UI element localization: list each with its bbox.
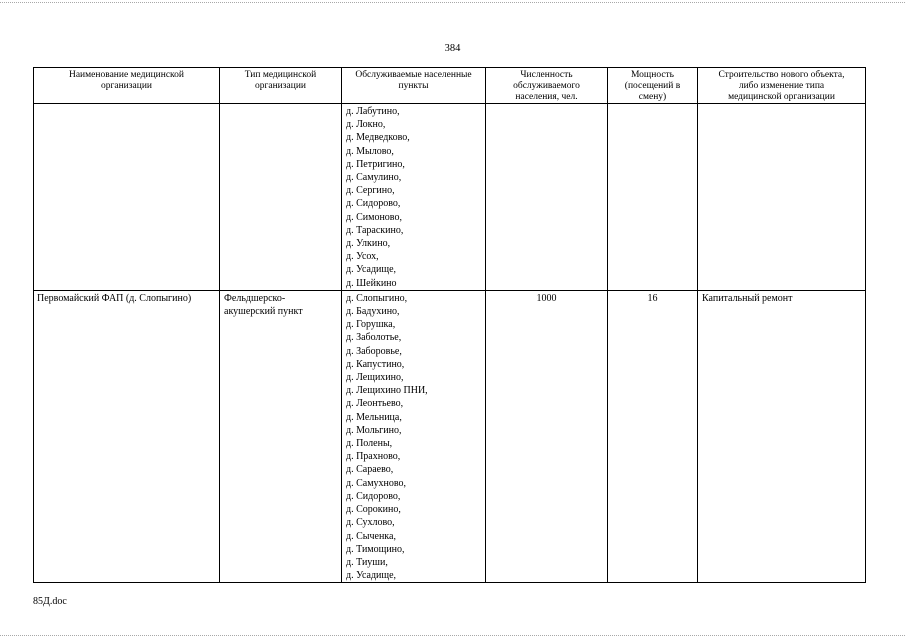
cell-organization-type (220, 290, 342, 582)
cell-organization-name (34, 290, 220, 582)
settlement-item: д. Сыченка, (346, 530, 396, 542)
header-line: населения, чел. (515, 92, 578, 102)
cell-capacity (608, 104, 698, 291)
settlement-item: д. Лабутино, (346, 106, 400, 117)
table-header-row (34, 68, 866, 104)
header-line: организации (100, 81, 152, 91)
cell-construction (698, 290, 866, 582)
header-line: либо изменение типа (738, 81, 825, 91)
header-capacity (608, 68, 698, 104)
population-value: 1000 (536, 292, 557, 304)
settlement-item: д. Петригино, (346, 158, 405, 170)
settlement-item: д. Сорокино, (346, 504, 401, 516)
cell-organization-name (34, 104, 220, 291)
settlement-item: д. Самухново, (346, 477, 407, 489)
header-line: Строительство нового объекта, (718, 70, 845, 80)
settlement-list (346, 292, 481, 582)
settlement-item: д. Улкино, (346, 238, 391, 250)
scan-edge-top (0, 2, 905, 3)
page-number: 384 (444, 43, 461, 54)
settlement-item: д. Мельница, (346, 411, 402, 423)
settlement-item: д. Полены, (346, 438, 393, 450)
header-line: (посещений в (624, 81, 681, 91)
organization-name: Первомайский ФАП (д. Слопыгино) (37, 292, 192, 304)
header-line: Мощность (630, 70, 675, 80)
settlement-item: д. Мылово, (346, 145, 394, 157)
settlement-item: д. Слопыгино, (346, 292, 408, 304)
organization-type: Фельдшерско-акушерский пункт (224, 292, 303, 318)
header-organization-name (34, 68, 220, 104)
settlement-item: д. Заболотье, (346, 332, 402, 344)
header-construction (698, 68, 866, 104)
settlement-item: д. Горушка, (346, 319, 396, 331)
settlement-item: д. Лещихино, (346, 372, 404, 384)
header-line: Тип медицинской (244, 70, 317, 80)
cell-construction (698, 104, 866, 291)
header-settlements (342, 68, 486, 104)
cell-capacity (608, 290, 698, 582)
table-row (34, 290, 866, 582)
header-population (486, 68, 608, 104)
header-line: Обслуживаемые населенные (355, 70, 472, 80)
construction-value: Капитальный ремонт (702, 292, 793, 304)
cell-population (486, 104, 608, 291)
settlement-item: д. Усадище, (346, 570, 397, 582)
settlement-item: д. Симоново, (346, 211, 402, 223)
scan-edge-bottom (0, 635, 905, 636)
settlement-item: д. Самулино, (346, 172, 402, 184)
header-organization-type (220, 68, 342, 104)
settlement-item: д. Лещихино ПНИ, (346, 385, 428, 397)
settlement-item: д. Сергино, (346, 185, 395, 197)
cell-settlements (342, 104, 486, 291)
header-line: организации (254, 81, 306, 91)
settlement-item: д. Капустино, (346, 358, 405, 370)
settlement-item: д. Локно, (346, 119, 386, 131)
settlement-list (346, 105, 481, 290)
settlement-item: д. Сидорово, (346, 490, 401, 502)
cell-population (486, 290, 608, 582)
cell-organization-type (220, 104, 342, 291)
settlement-item: д. Усадище, (346, 264, 397, 276)
header-line: пункты (398, 81, 429, 91)
settlement-item: д. Бадухино, (346, 306, 400, 318)
table-row (34, 104, 866, 291)
header-line: Численность (520, 70, 573, 80)
settlement-item: д. Медведково, (346, 132, 410, 144)
capacity-value: 16 (647, 292, 658, 304)
settlement-item: д. Сухлово, (346, 517, 395, 529)
document-filename: 85Д.doc (33, 596, 67, 607)
header-line: обслуживаемого (513, 81, 580, 91)
settlement-item: д. Усох, (346, 251, 379, 263)
settlement-item: д. Сидорово, (346, 198, 401, 210)
settlement-item: д. Мольгино, (346, 424, 402, 436)
settlement-item: д. Сараево, (346, 464, 394, 476)
settlement-item: д. Тараскино, (346, 224, 404, 236)
header-line: Наименование медицинской (68, 70, 185, 80)
settlement-item: д. Заборовье, (346, 345, 402, 357)
settlement-item: д. Шейкино (346, 277, 397, 289)
header-line: смену) (638, 92, 667, 102)
settlement-item: д. Тимощино, (346, 543, 405, 555)
header-line: медицинской организации (728, 92, 835, 102)
settlement-item: д. Леонтьево, (346, 398, 404, 410)
settlement-item: д. Тиуши, (346, 556, 388, 568)
settlement-item: д. Прахново, (346, 451, 401, 463)
cell-settlements (342, 290, 486, 582)
medical-organizations-table (33, 67, 866, 583)
